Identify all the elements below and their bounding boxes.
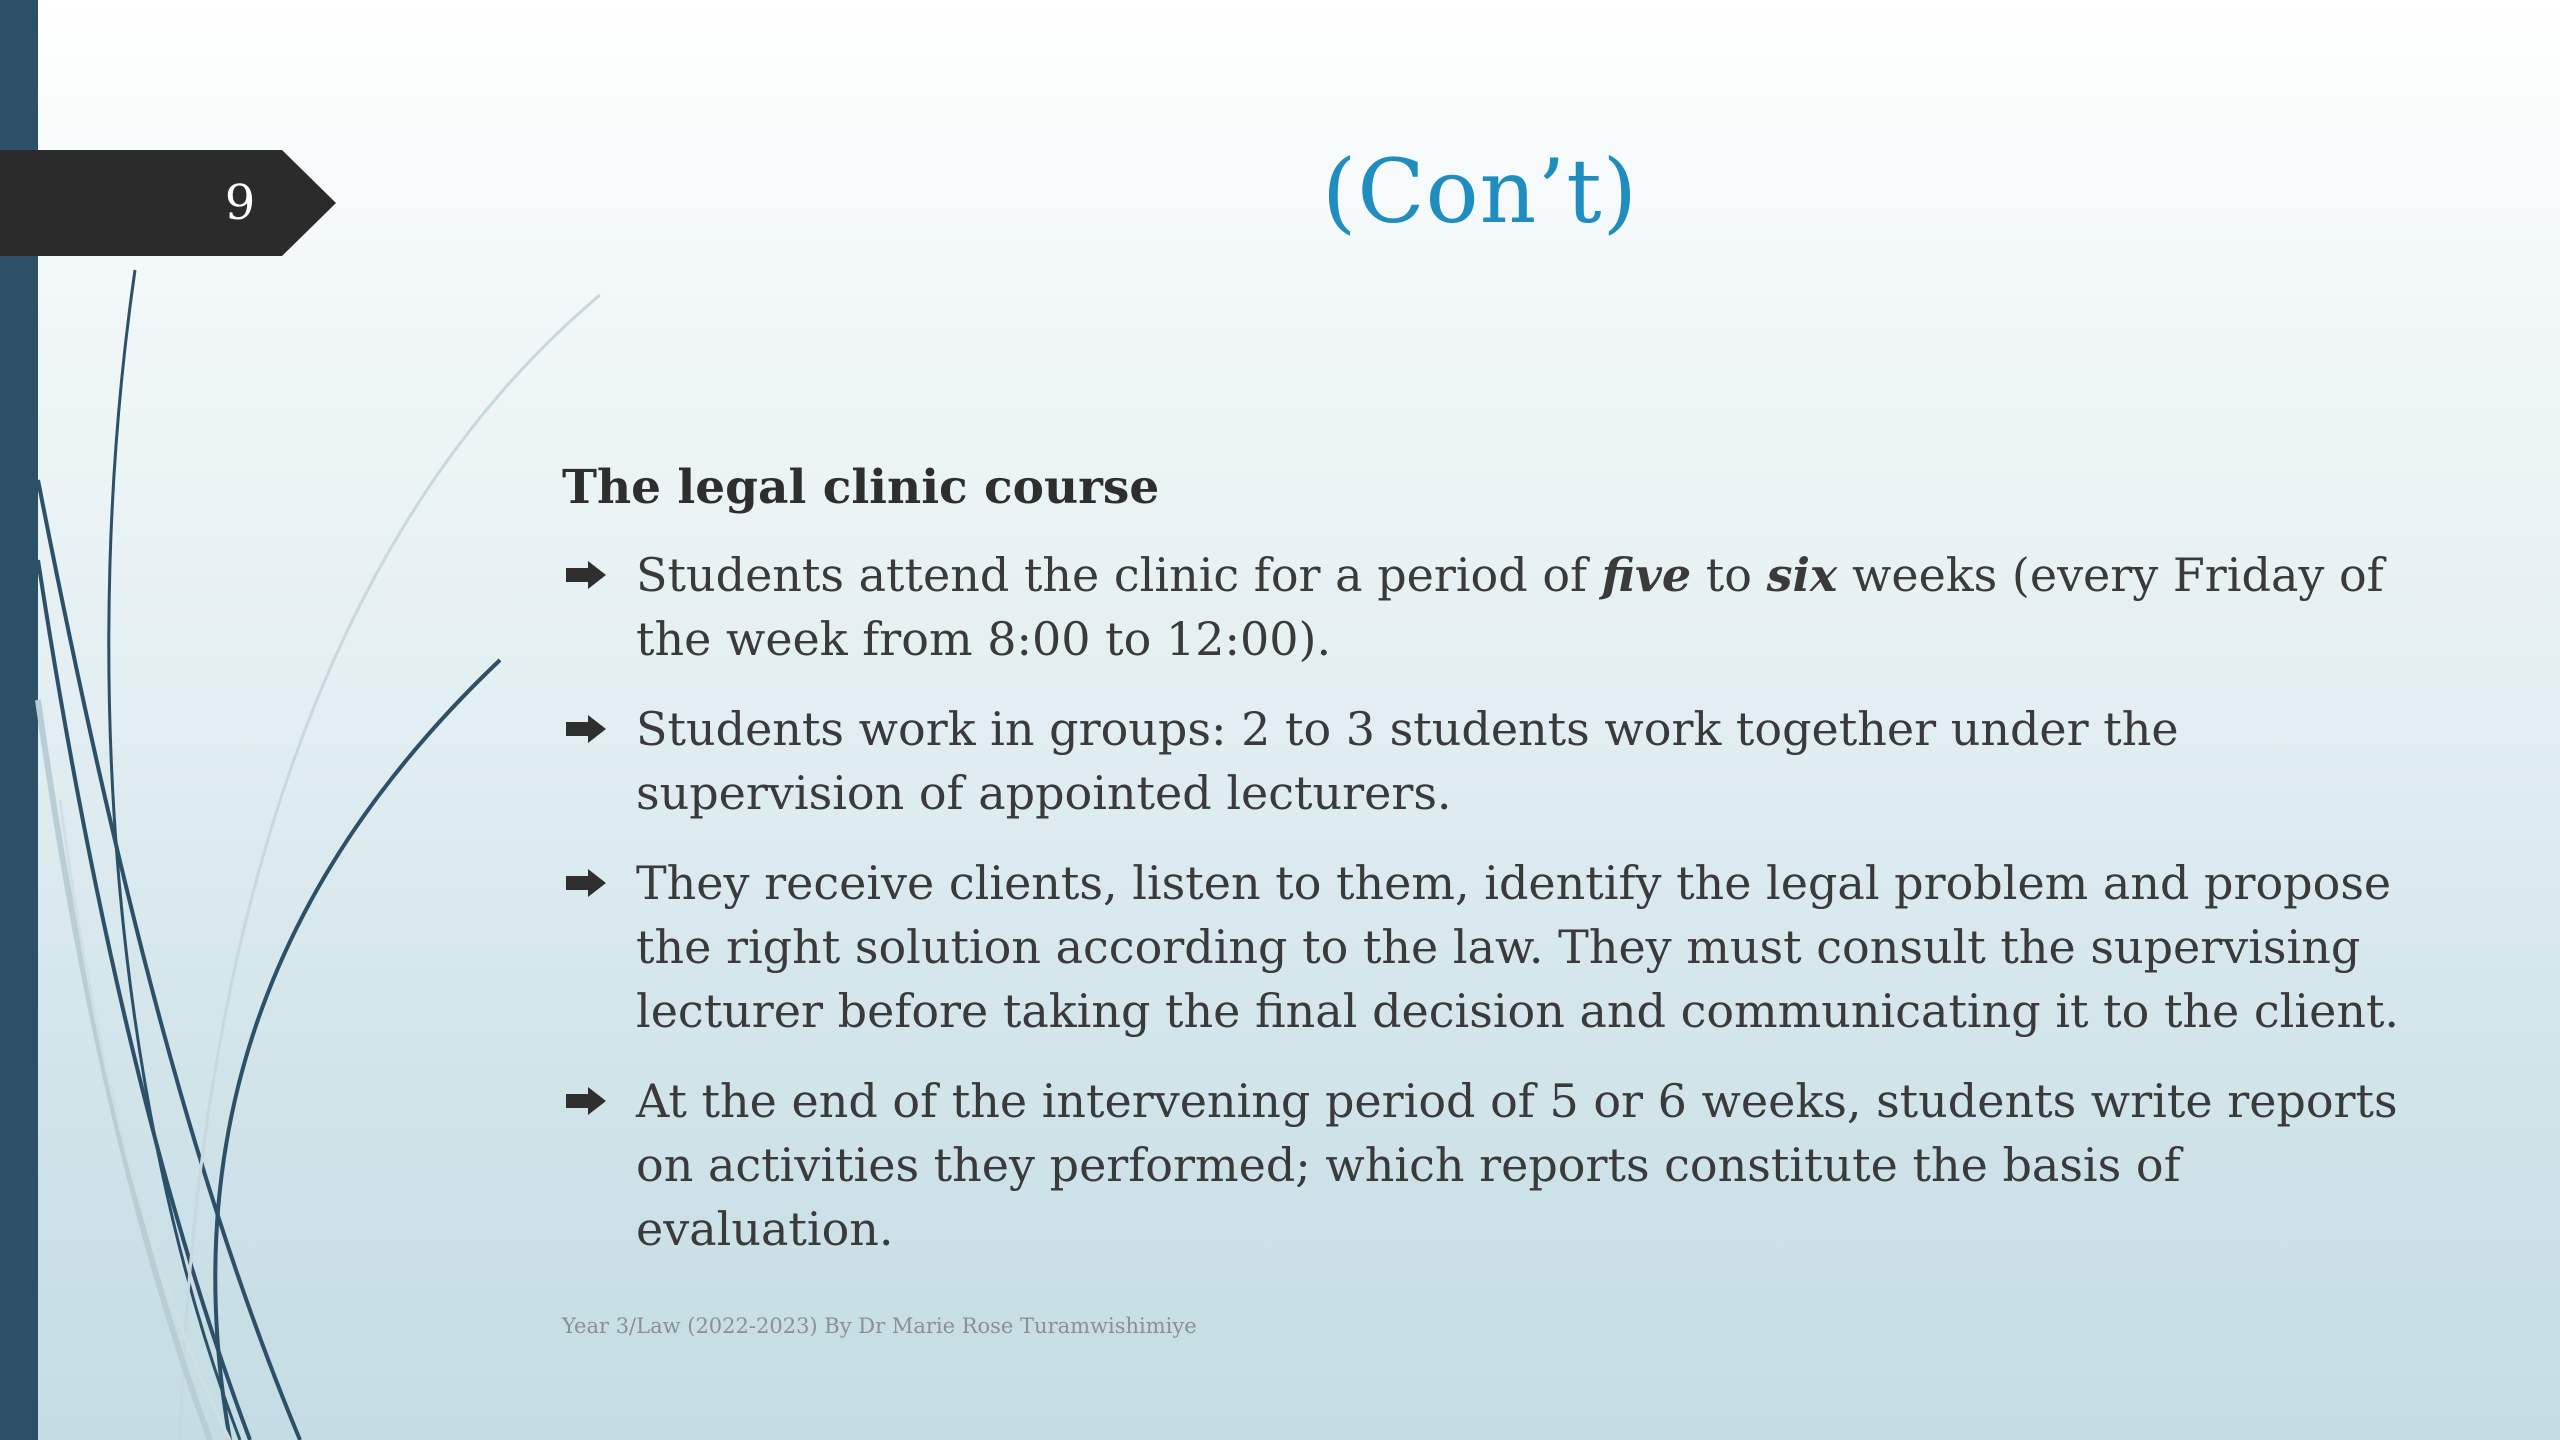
bullet-item	[562, 697, 2422, 825]
bullet-text: Students attend the clinic for a period of five to six weeks (every Friday of the week from 8:00 to 12:00).	[636, 548, 2384, 666]
bullet-item	[562, 851, 2422, 1043]
slide-content	[562, 460, 2422, 1287]
bullet-text: They receive clients, listen to them, identify the legal problem and propose the right solution according to the law. They must consult the supervising lecturer before taking the final decision and communicating it to the client.	[636, 856, 2400, 1038]
bullet-text: Students work in groups: 2 to 3 students work together under the supervision of appointed lecturers.	[636, 702, 2179, 820]
arrow-bullet-icon	[566, 869, 606, 897]
slide-number-tab	[0, 150, 336, 256]
section-heading: The legal clinic course	[562, 460, 1160, 515]
arrow-bullet-icon	[566, 561, 606, 589]
slide-number: 9	[224, 175, 256, 231]
arrow-bullet-icon	[566, 715, 606, 743]
bullet-text: At the end of the intervening period of 5 or 6 weeks, students write reports on activities they performed; which reports constitute the basis of evaluation.	[636, 1074, 2398, 1256]
arrow-bullet-icon	[566, 1087, 606, 1115]
slide-title: (Con’t)	[1322, 140, 1638, 243]
bullet-list	[562, 543, 2422, 1261]
bullet-item	[562, 543, 2422, 671]
emphasis-six: six	[1766, 548, 1838, 602]
emphasis-five: five	[1601, 548, 1692, 602]
bullet-item	[562, 1069, 2422, 1261]
slide-footer: Year 3/Law (2022-2023) By Dr Marie Rose Turamwishimiye	[562, 1314, 1197, 1338]
